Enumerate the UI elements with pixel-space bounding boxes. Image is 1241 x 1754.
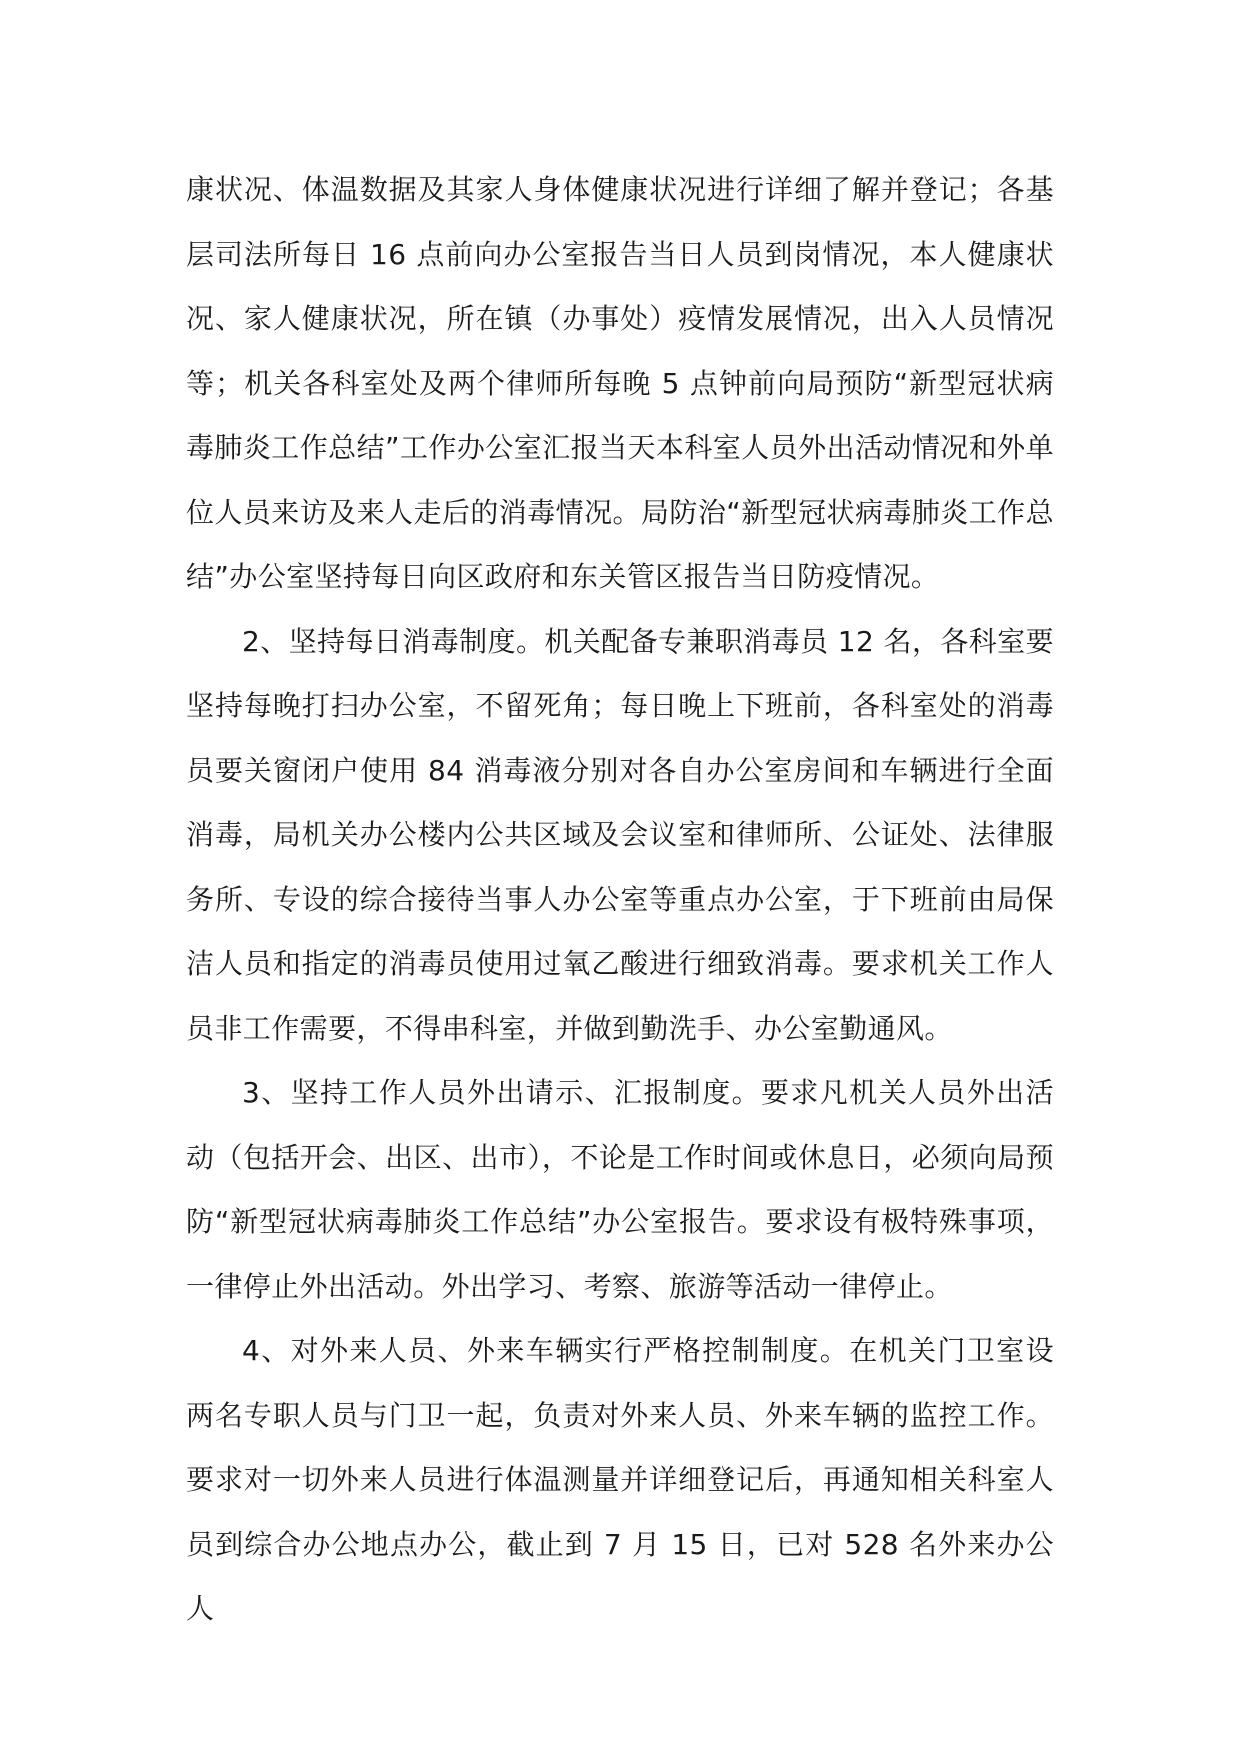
paragraph-item-2: 2、坚持每日消毒制度。机关配备专兼职消毒员 12 名，各科室要坚持每晚打扫办公室，不留死角；每日晚上下班前，各科室处的消毒员要关窗闭户使用 84 消毒液分别对各自办公室房间和车辆进行全面消毒，局机关办公楼内公共区域及会议室和律师所、公证处、法律服务所、专设的综合接待当事人办公室等重点办公室，于下班前由局保洁人员和指定的消毒员使用过氧乙酸进行细致消毒。要求机关工作人员非工作需要，不得串科室，并做到勤洗手、办公室勤通风。 (186, 624, 1054, 1045)
paragraph-item-3: 3、坚持工作人员外出请示、汇报制度。要求凡机关人员外出活动（包括开会、出区、出市），不论是工作时间或休息日，必须向局预防“新型冠状病毒肺炎工作总结”办公室报告。要求设有极特殊事项，一律停止外出活动。外出学习、考察、旅游等活动一律停止。 (186, 1076, 1054, 1303)
paragraph-item-4: 4、对外来人员、外来车辆实行严格控制制度。在机关门卫室设两名专职人员与门卫一起，负责对外来人员、外来车辆的监控工作。要求对一切外来人员进行体温测量并详细登记后，再通知相关科室人员到综合办公地点办公，截止到 7 月 15 日，已对 528 名外来办公人 (186, 1334, 1054, 1625)
document-body (186, 158, 1054, 1642)
paragraph-continued: 康状况、体温数据及其家人身体健康状况进行详细了解并登记；各基层司法所每日 16 点前向办公室报告当日人员到岗情况，本人健康状况、家人健康状况，所在镇（办事处）疫情发展情况，出入人员情况等；机关各科室处及两个律师所每晚 5 点钟前向局预防“新型冠状病毒肺炎工作总结”工作办公室汇报当天本科室人员外出活动情况和外单位人员来访及来人走后的消毒情况。局防治“新型冠状病毒肺炎工作总结”办公室坚持每日向区政府和东关管区报告当日防疫情况。 (186, 173, 1054, 593)
